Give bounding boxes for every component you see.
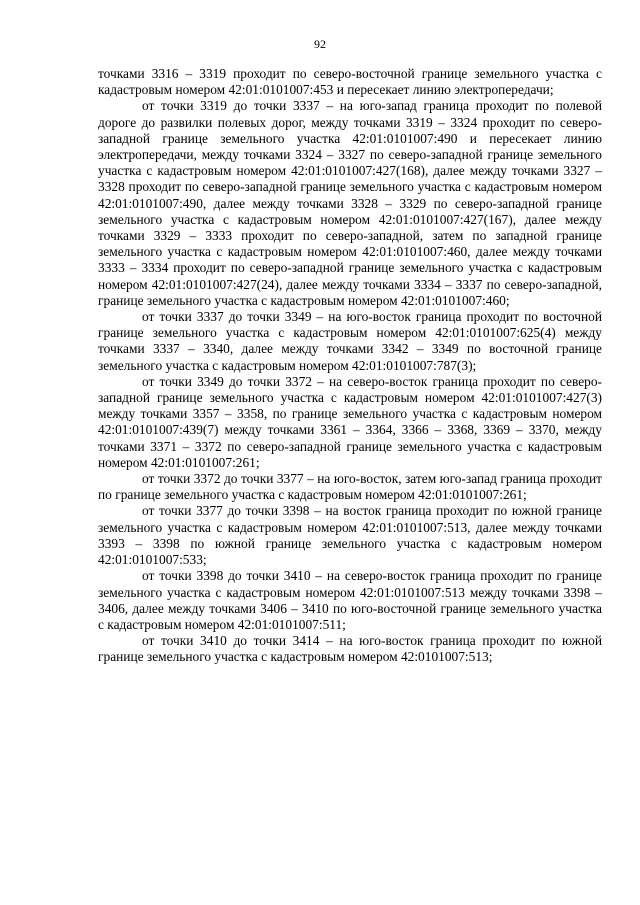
paragraph: от точки 3377 до точки 3398 – на восток граница проходит по южной границе земельного участка с кадастровым номером 42:01:0101007:513, далее между точками 3393 – 3398 по южной границе земельного участка с кадастровым номером 42:01:0101007:533; — [98, 503, 602, 568]
paragraph: от точки 3337 до точки 3349 – на юго-восток граница проходит по восточной границе земельного участка с кадастровым номером 42:01:0101007:625(4) между точками 3337 – 3340, далее между точками 3342 – 3349 по восточной границе земельного участка с кадастровым номером 42:01:0101007:787(3); — [98, 309, 602, 373]
page-number: 92 — [314, 37, 326, 51]
paragraph: от точки 3410 до точки 3414 – на юго-восток граница проходит по южной границе земельного участка с кадастровым номером 42:0101007:513; — [98, 633, 602, 665]
paragraph: от точки 3372 до точки 3377 – на юго-восток, затем юго-запад граница проходит по границе земельного участка с кадастровым номером 42:01:0101007:261; — [98, 471, 602, 503]
paragraph: от точки 3398 до точки 3410 – на северо-восток граница проходит по границе земельного участка с кадастровым номером 42:01:0101007:513 между точками 3398 – 3406, далее между точками 3406 – 3410 по юго-восточной границе земельного участка с кадастровым номером 42:01:0101007:511; — [98, 568, 602, 632]
paragraph: от точки 3349 до точки 3372 – на северо-восток граница проходит по северо-западной границе земельного участка с кадастровым номером 42:01:0101007:427(3) между точками 3357 – 3358, по границе земельного участка с кадастровым номером 42:01:0101007:439(7) между точками 3361 – 3364, 3366 – 3368, 3369 – 3370, между точками 3371 – 3372 по северо-западной границе земельного участка с кадастровым номером 42:01:0101007:261; — [98, 373, 602, 470]
document-body — [98, 66, 602, 666]
paragraph: от точки 3319 до точки 3337 – на юго-запад граница проходит по полевой дороге до развилки полевых дорог, между точками 3319 – 3324 проходит по северо-западной границе земельного участка 42:01:0101007:490 и пересекает линию электропередачи, между точками 3324 – 3327 по северо-западной границе земельного участка с кадастровым номером 42:01:0101007:427(168), далее между точками 3327 – 3328 проходит по северо-западной границе земельного участка с кадастровым номером 42:01:0101007:490, далее между точками 3328 – 3329 по северо-западной границе земельного участка с кадастровым номером 42:01:0101007:427(167), далее между точками 3329 – 3333 проходит по северо-западной, затем по западной границе земельного участка с кадастровым номером 42:01:0101007:460, далее между точками 3333 – 3334 проходит по северо-западной границе земельного участка с кадастровым номером 42:01:0101007:427(24), далее между точками 3334 – 3337 по северо-западной, границе земельного участка с кадастровым номером 42:01:0101007:460; — [98, 98, 602, 308]
paragraph: точками 3316 – 3319 проходит по северо-восточной границе земельного участка с кадастровым номером 42:01:0101007:453 и пересекает линию электропередачи; — [98, 66, 602, 98]
